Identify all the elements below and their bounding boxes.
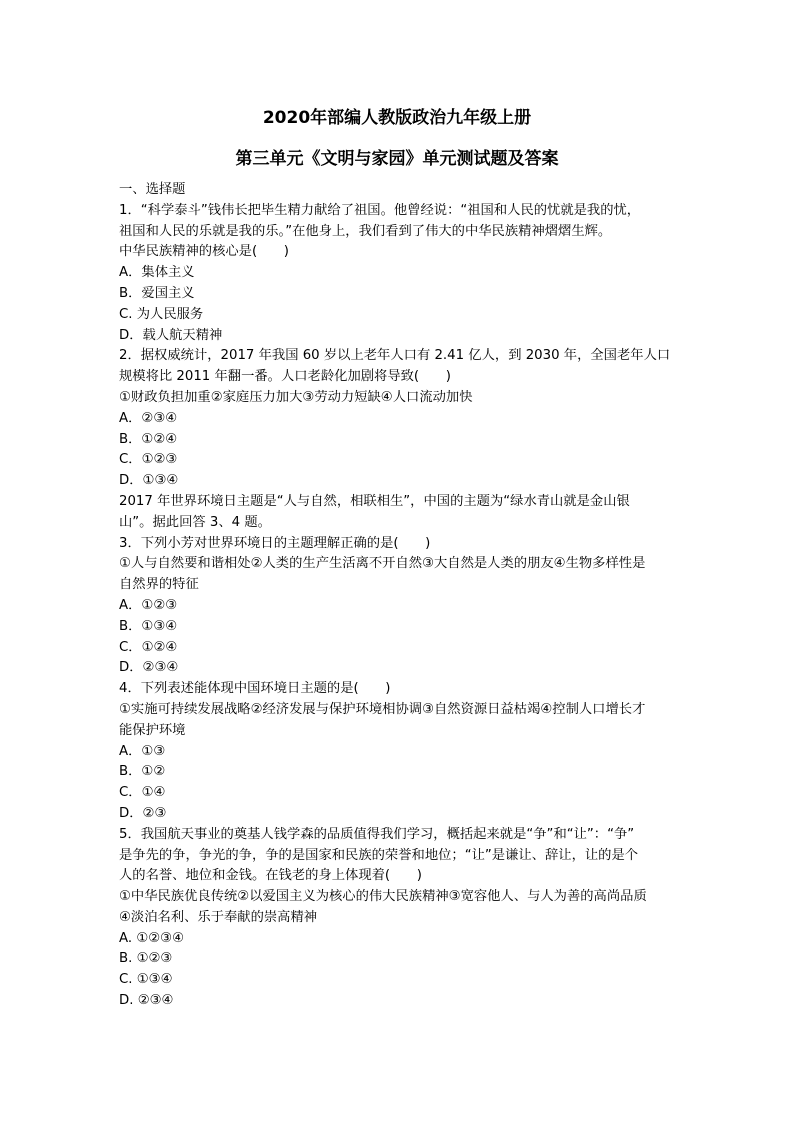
question-2-text: 2．据权威统计，2017 年我国 60 岁以上老年人口有 2.41 亿人，到 2030 年，全国老年人口 [119, 348, 671, 364]
question-1-option-a: A．集体主义 [119, 265, 195, 281]
question-4-statements: 能保护环境 [119, 722, 186, 738]
question-4-text: 4．下列表述能体现中国环境日主题的是( ) [119, 681, 391, 697]
question-3-statements: ①人与自然要和谐相处②人类的生产生活离不开自然③大自然是人类的朋友④生物多样性是 [119, 556, 646, 572]
question-3-statements: 自然界的特征 [119, 577, 199, 593]
passage-text: 山”。据此回答 3、4 题。 [119, 514, 271, 530]
question-4-option-d: D．②③ [119, 805, 167, 821]
question-2-text: 规模将比 2011 年翻一番。人口老龄化加剧将导致( ) [119, 369, 451, 385]
question-1-text: 祖国和人民的乐就是我的乐。”在他身上，我们看到了伟大的中华民族精神熠熠生辉。 [119, 223, 612, 239]
question-5-option-b: B. ①②③ [119, 951, 173, 967]
question-5-statements: ④淡泊名利、乐于奉献的崇高精神 [119, 909, 318, 925]
question-4-option-a: A．①③ [119, 743, 166, 759]
question-5-option-d: D. ②③④ [119, 993, 174, 1009]
question-1-option-b: B．爱国主义 [119, 285, 195, 301]
question-1-option-d: D．载人航天精神 [119, 327, 223, 343]
question-4-option-b: B．①② [119, 764, 166, 780]
question-1-text: 1．“科学泰斗”钱伟长把毕生精力献给了祖国。他曾经说：“祖国和人民的忧就是我的忧， [119, 202, 641, 218]
document-subtitle: 第三单元《文明与家园》单元测试题及答案 [235, 149, 559, 169]
question-5-option-c: C. ①③④ [119, 972, 173, 988]
question-3-option-c: C．①②④ [119, 639, 178, 655]
question-4-statements: ①实施可持续发展战略②经济发展与保护环境相协调③自然资源日益枯竭④控制人口增长才 [119, 701, 646, 717]
passage-text: 2017 年世界环境日主题是“人与自然，相联相生”，中国的主题为“绿水青山就是金山银 [119, 493, 630, 509]
question-5-option-a: A. ①②③④ [119, 930, 184, 946]
document-body [119, 180, 679, 1012]
question-3-option-a: A．①②③ [119, 597, 178, 613]
document-title: 2020年部编人教版政治九年级上册 [262, 108, 532, 128]
question-2-option-b: B．①②④ [119, 431, 178, 447]
question-2-option-d: D．①③④ [119, 473, 179, 489]
question-5-text: 是争先的争，争光的争，争的是国家和民族的荣誉和地位；“让”是谦让、辞让，让的是个 [119, 847, 639, 863]
question-3-option-b: B．①③④ [119, 618, 178, 634]
question-5-statements: ①中华民族优良传统②以爱国主义为核心的伟大民族精神③宽容他人、与人为善的高尚品质 [119, 889, 647, 905]
question-2-option-c: C．①②③ [119, 452, 178, 468]
question-4-option-c: C．①④ [119, 785, 166, 801]
question-5-text: 人的名誉、地位和金钱。在钱老的身上体现着( ) [119, 868, 422, 884]
question-2-statements: ①财政负担加重②家庭压力加大③劳动力短缺④人口流动加快 [119, 389, 473, 405]
question-1-prompt: 中华民族精神的核心是( ) [119, 244, 289, 260]
question-2-option-a: A．②③④ [119, 410, 178, 426]
question-1-option-c: C. 为人民服务 [119, 306, 204, 322]
question-3-text: 3．下列小芳对世界环境日的主题理解正确的是( ) [119, 535, 431, 551]
question-5-text: 5．我国航天事业的奠基人钱学森的品质值得我们学习，概括起来就是“争”和“让”：“争” [119, 826, 635, 842]
section-heading: 一、选择题 [119, 182, 186, 197]
question-3-option-d: D．②③④ [119, 660, 179, 676]
